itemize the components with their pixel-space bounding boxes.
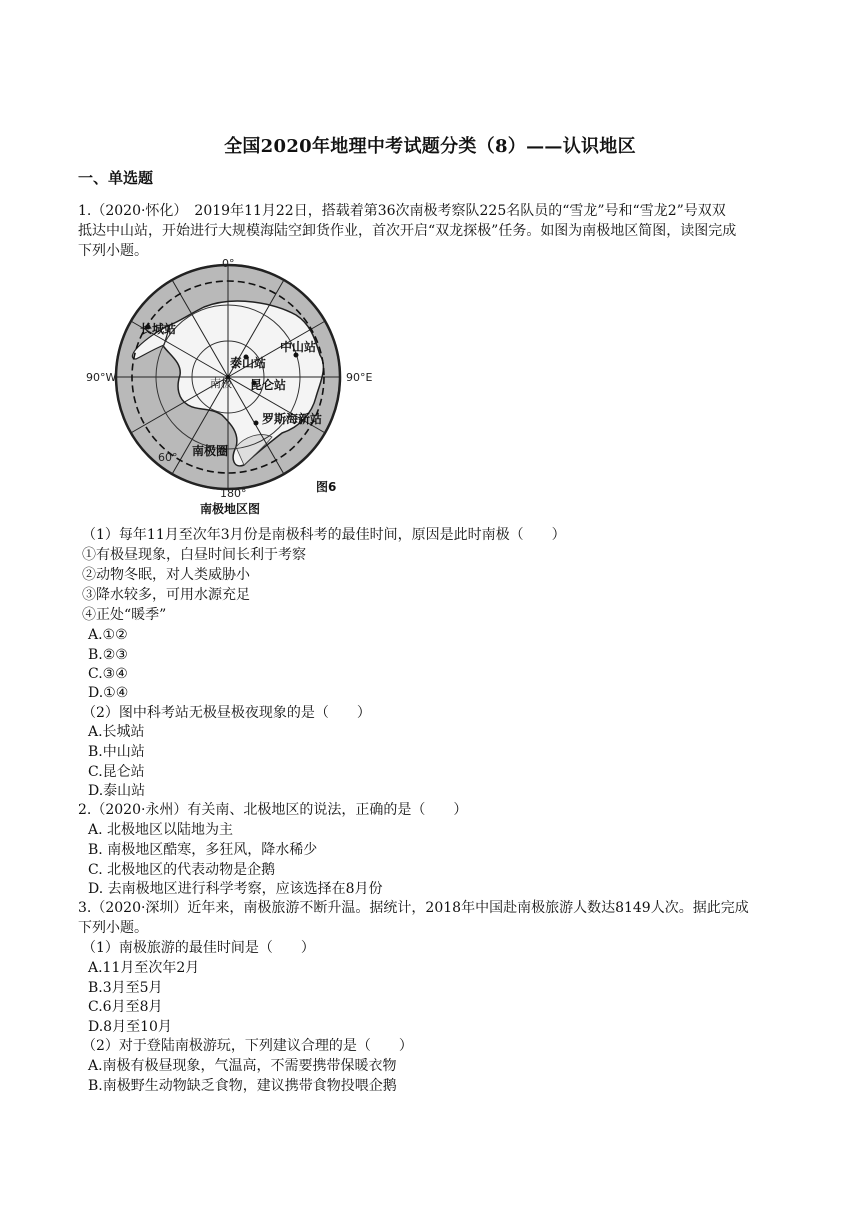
q1-sub2-stem: （2）图中科考站无极昼极夜现象的是（ ） bbox=[82, 705, 371, 721]
map-label-90w: 90°W bbox=[86, 371, 117, 384]
station-label-kunlun: 昆仑站 bbox=[250, 378, 287, 392]
map-figure-number: 图6 bbox=[316, 480, 337, 494]
q1-sub1-choice-a: A.①② bbox=[88, 627, 128, 643]
rosshai-station-dot bbox=[254, 421, 259, 426]
q1-sub1-opt1: ①有极昼现象，白昼时间长利于考察 bbox=[82, 547, 306, 563]
q1-sub1-choice-c: C.③④ bbox=[88, 666, 128, 682]
q3-sub1-choice-a: A.11月至次年2月 bbox=[88, 960, 200, 976]
map-label-polar-circle: 南极圈 bbox=[192, 444, 229, 458]
q2-choice-c: C. 北极地区的代表动物是企鹅 bbox=[88, 862, 276, 878]
map-label-180: 180° bbox=[220, 487, 247, 500]
q1-stem-line1: 1.（2020·怀化） 2019年11月22日，搭载着第36次南极考察队225名队员的“雪龙”号和“雪龙2”号双双 bbox=[78, 203, 726, 219]
antarctica-map bbox=[84, 255, 384, 517]
map-caption: 南极地区图 bbox=[200, 502, 261, 516]
q3-stem-line2: 下列小题。 bbox=[78, 920, 148, 936]
q1-stem-line3: 下列小题。 bbox=[78, 243, 148, 259]
q3-sub2-choice-a: A.南极有极昼现象，气温高，不需要携带保暖衣物 bbox=[88, 1058, 397, 1074]
q1-sub1-choice-b: B.②③ bbox=[88, 647, 128, 663]
q3-sub2-stem: （2）对于登陆南极游玩，下列建议合理的是（ ） bbox=[82, 1038, 413, 1054]
q1-sub1-opt4: ④正处“暖季” bbox=[82, 607, 167, 623]
q1-stem-line2: 抵达中山站，开始进行大规模海陆空卸货作业，首次开启“双龙探极”任务。如图为南极地区简图，读图完成 bbox=[78, 223, 737, 239]
q3-sub1-choice-b: B.3月至5月 bbox=[88, 980, 163, 996]
map-label-60: 60° bbox=[158, 451, 178, 464]
section-heading: 一、单选题 bbox=[78, 169, 154, 187]
q1-sub1-stem: （1）每年11月至次年3月份是南极科考的最佳时间，原因是此时南极（ ） bbox=[82, 527, 566, 543]
map-label-0: 0° bbox=[222, 257, 235, 270]
q3-sub2-choice-b: B.南极野生动物缺乏食物，建议携带食物投喂企鹅 bbox=[88, 1078, 397, 1094]
q2-choice-d: D. 去南极地区进行科学考察，应该选择在8月份 bbox=[88, 881, 383, 897]
q1-sub2-choice-a: A.长城站 bbox=[88, 724, 145, 740]
q3-sub1-choice-d: D.8月至10月 bbox=[88, 1019, 172, 1035]
map-label-90e: 90°E bbox=[346, 371, 373, 384]
station-label-zhongshan: 中山站 bbox=[280, 340, 317, 354]
q3-stem-line1: 3.（2020·深圳）近年来，南极旅游不断升温。据统计，2018年中国赴南极旅游人数达8149人次。据此完成 bbox=[78, 900, 749, 916]
station-label-rosshai: 罗斯海新站 bbox=[262, 412, 323, 426]
station-label-changcheng: 长城站 bbox=[140, 322, 177, 336]
q2-stem: 2.（2020·永州）有关南、北极地区的说法，正确的是（ ） bbox=[78, 802, 468, 818]
q2-choice-a: A. 北极地区以陆地为主 bbox=[88, 822, 234, 838]
q1-sub1-opt3: ③降水较多，可用水源充足 bbox=[82, 587, 250, 603]
q1-sub1-opt2: ②动物冬眠，对人类威胁小 bbox=[82, 567, 250, 583]
q1-sub2-choice-d: D.泰山站 bbox=[88, 783, 146, 799]
q1-sub2-choice-c: C.昆仑站 bbox=[88, 764, 145, 780]
station-label-taishan: 泰山站 bbox=[230, 356, 267, 370]
q1-sub1-choice-d: D.①④ bbox=[88, 685, 129, 701]
q2-choice-b: B. 南极地区酷寒，多狂风，降水稀少 bbox=[88, 842, 318, 858]
q1-sub2-choice-b: B.中山站 bbox=[88, 744, 145, 760]
map-label-pole: 南极 bbox=[210, 377, 232, 390]
q3-sub1-choice-c: C.6月至8月 bbox=[88, 999, 163, 1015]
q3-sub1-stem: （1）南极旅游的最佳时间是（ ） bbox=[82, 940, 315, 956]
document-title: 全国2020年地理中考试题分类（8）——认识地区 bbox=[224, 136, 636, 157]
